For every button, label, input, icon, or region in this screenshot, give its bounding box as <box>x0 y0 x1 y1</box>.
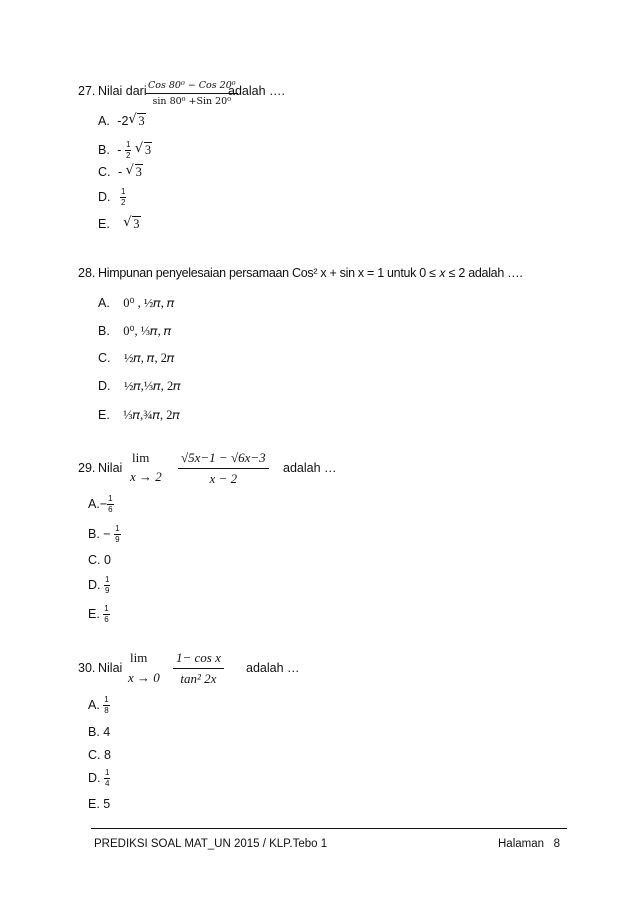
option-letter: C. <box>88 553 101 567</box>
option-letter: C. <box>98 351 111 365</box>
footer-divider <box>91 828 567 829</box>
q27-option-d[interactable] <box>98 188 126 207</box>
q29-lim: lim <box>132 450 150 465</box>
option-letter: D. <box>88 577 101 592</box>
option-letter: C. <box>98 165 111 179</box>
option-text: 0⁰, ⅓𝜋, 𝜋 <box>123 324 172 338</box>
q27-fraction <box>146 75 238 107</box>
sqrt-icon: √ 3 <box>125 163 142 179</box>
q30-lim: lim <box>130 650 148 665</box>
q28-option-c[interactable] <box>98 351 174 366</box>
q30-option-c[interactable] <box>88 748 111 762</box>
q30-fraction <box>173 650 224 687</box>
q30-prefix: Nilai <box>98 661 123 675</box>
option-letter: A. <box>88 697 100 712</box>
fraction: $\frac{1}{9}$ <box>115 524 120 544</box>
option-letter: B. <box>98 324 110 338</box>
q27-denominator: sin 80⁰ +Sin 20⁰ <box>152 96 232 107</box>
option-value: 0 <box>103 553 111 567</box>
fraction: $\frac{1}{2}$ <box>125 140 131 160</box>
q30-option-e[interactable] <box>88 797 110 811</box>
q29-option-e[interactable] <box>88 605 110 624</box>
option-sign: − <box>99 496 108 511</box>
q28-text: Himpunan penyelesaian persamaan Cos² x + sin x = 1 untuk 0 ≤ 𝑥 ≤ 2 adalah …. <box>98 266 523 280</box>
q28-option-d[interactable] <box>98 379 181 394</box>
fraction: $\frac{1}{6}$ <box>108 494 113 514</box>
fraction: $\frac{1}{6}$ <box>104 604 109 624</box>
option-text: ½𝜋, 𝜋, 2𝜋 <box>123 351 175 365</box>
option-letter: A. <box>88 496 100 511</box>
q29-denominator: x − 2 <box>209 471 238 486</box>
fraction: $\frac{1}{9}$ <box>104 575 110 595</box>
option-letter: C. <box>88 748 101 762</box>
option-letter: A. <box>98 114 110 128</box>
q28-option-a[interactable] <box>98 295 174 311</box>
q27-option-b[interactable] <box>98 141 152 160</box>
option-value: 8 <box>103 748 111 762</box>
option-letter: E. <box>88 797 100 811</box>
q30-option-b[interactable] <box>88 725 110 739</box>
option-letter: B. <box>88 725 100 739</box>
q29-number: 29. <box>78 461 96 475</box>
q27-prefix: Nilai dari <box>98 84 147 98</box>
q30-denominator: tan² 2x <box>180 671 217 686</box>
option-value: 4 <box>103 725 111 739</box>
option-text: ⅓𝜋,¾𝜋, 2𝜋 <box>123 408 180 422</box>
option-value: 5 <box>103 797 111 811</box>
option-letter: D. <box>88 770 101 785</box>
q29-numerator: √5x−1 − √6x−3 <box>178 450 269 469</box>
q28-option-b[interactable] <box>98 323 171 339</box>
q27-option-e[interactable] <box>98 217 141 232</box>
option-prefix: - <box>117 165 126 179</box>
option-letter: A. <box>98 296 110 310</box>
q27-suffix: adalah …. <box>228 84 285 98</box>
footer-left: PREDIKSI SOAL MAT_UN 2015 / KLP.Tebo 1 <box>94 838 328 850</box>
option-text: 0⁰ , ½𝜋, 𝜋 <box>123 296 175 310</box>
q30-suffix: adalah … <box>246 661 300 675</box>
q28-number: 28. <box>78 266 96 280</box>
q29-option-b[interactable] <box>88 525 121 544</box>
q29-suffix: adalah … <box>283 461 337 475</box>
q28-option-e[interactable] <box>98 408 180 423</box>
option-prefix: -2 <box>117 114 129 128</box>
q30-option-d[interactable] <box>88 769 110 788</box>
q29-option-c[interactable] <box>88 553 111 567</box>
fraction: $\frac{1}{8}$ <box>104 695 109 715</box>
option-letter: E. <box>98 408 110 422</box>
q27-option-a[interactable] <box>98 114 146 129</box>
option-letter: D. <box>98 189 111 204</box>
footer-page: Halaman 8 <box>498 838 561 850</box>
fraction: $\frac{1}{2}$ <box>120 187 126 207</box>
option-prefix: - <box>117 142 125 157</box>
q29-option-d[interactable] <box>88 576 110 595</box>
q29-fraction <box>178 450 269 487</box>
q27-numerator: Cos 80⁰ − Cos 20⁰ <box>146 80 238 94</box>
q29-prefix: Nilai <box>98 461 123 475</box>
sqrt-icon: √ 3 <box>134 140 152 157</box>
option-letter: B. <box>98 142 110 157</box>
option-sign: − <box>99 526 115 541</box>
q30-lim-sub: x → 0 <box>128 670 160 685</box>
fraction: $\frac{1}{4}$ <box>104 768 110 788</box>
q29-lim-sub: x → 2 <box>130 469 162 484</box>
q30-numerator: 1− cos x <box>173 650 224 669</box>
q29-option-a[interactable] <box>88 495 114 514</box>
option-letter: E. <box>88 606 100 621</box>
q27-number: 27. <box>78 84 96 98</box>
option-letter: D. <box>98 379 111 393</box>
q27-option-c[interactable] <box>98 165 143 180</box>
sqrt-icon: √ 3 <box>123 215 140 231</box>
option-letter: E. <box>98 217 110 231</box>
q30-number: 30. <box>78 661 96 675</box>
sqrt-icon: √ 3 <box>128 112 145 128</box>
q30-option-a[interactable] <box>88 696 110 715</box>
option-text: ½𝜋,⅓𝜋, 2𝜋 <box>123 379 181 393</box>
option-letter: B. <box>88 526 100 541</box>
